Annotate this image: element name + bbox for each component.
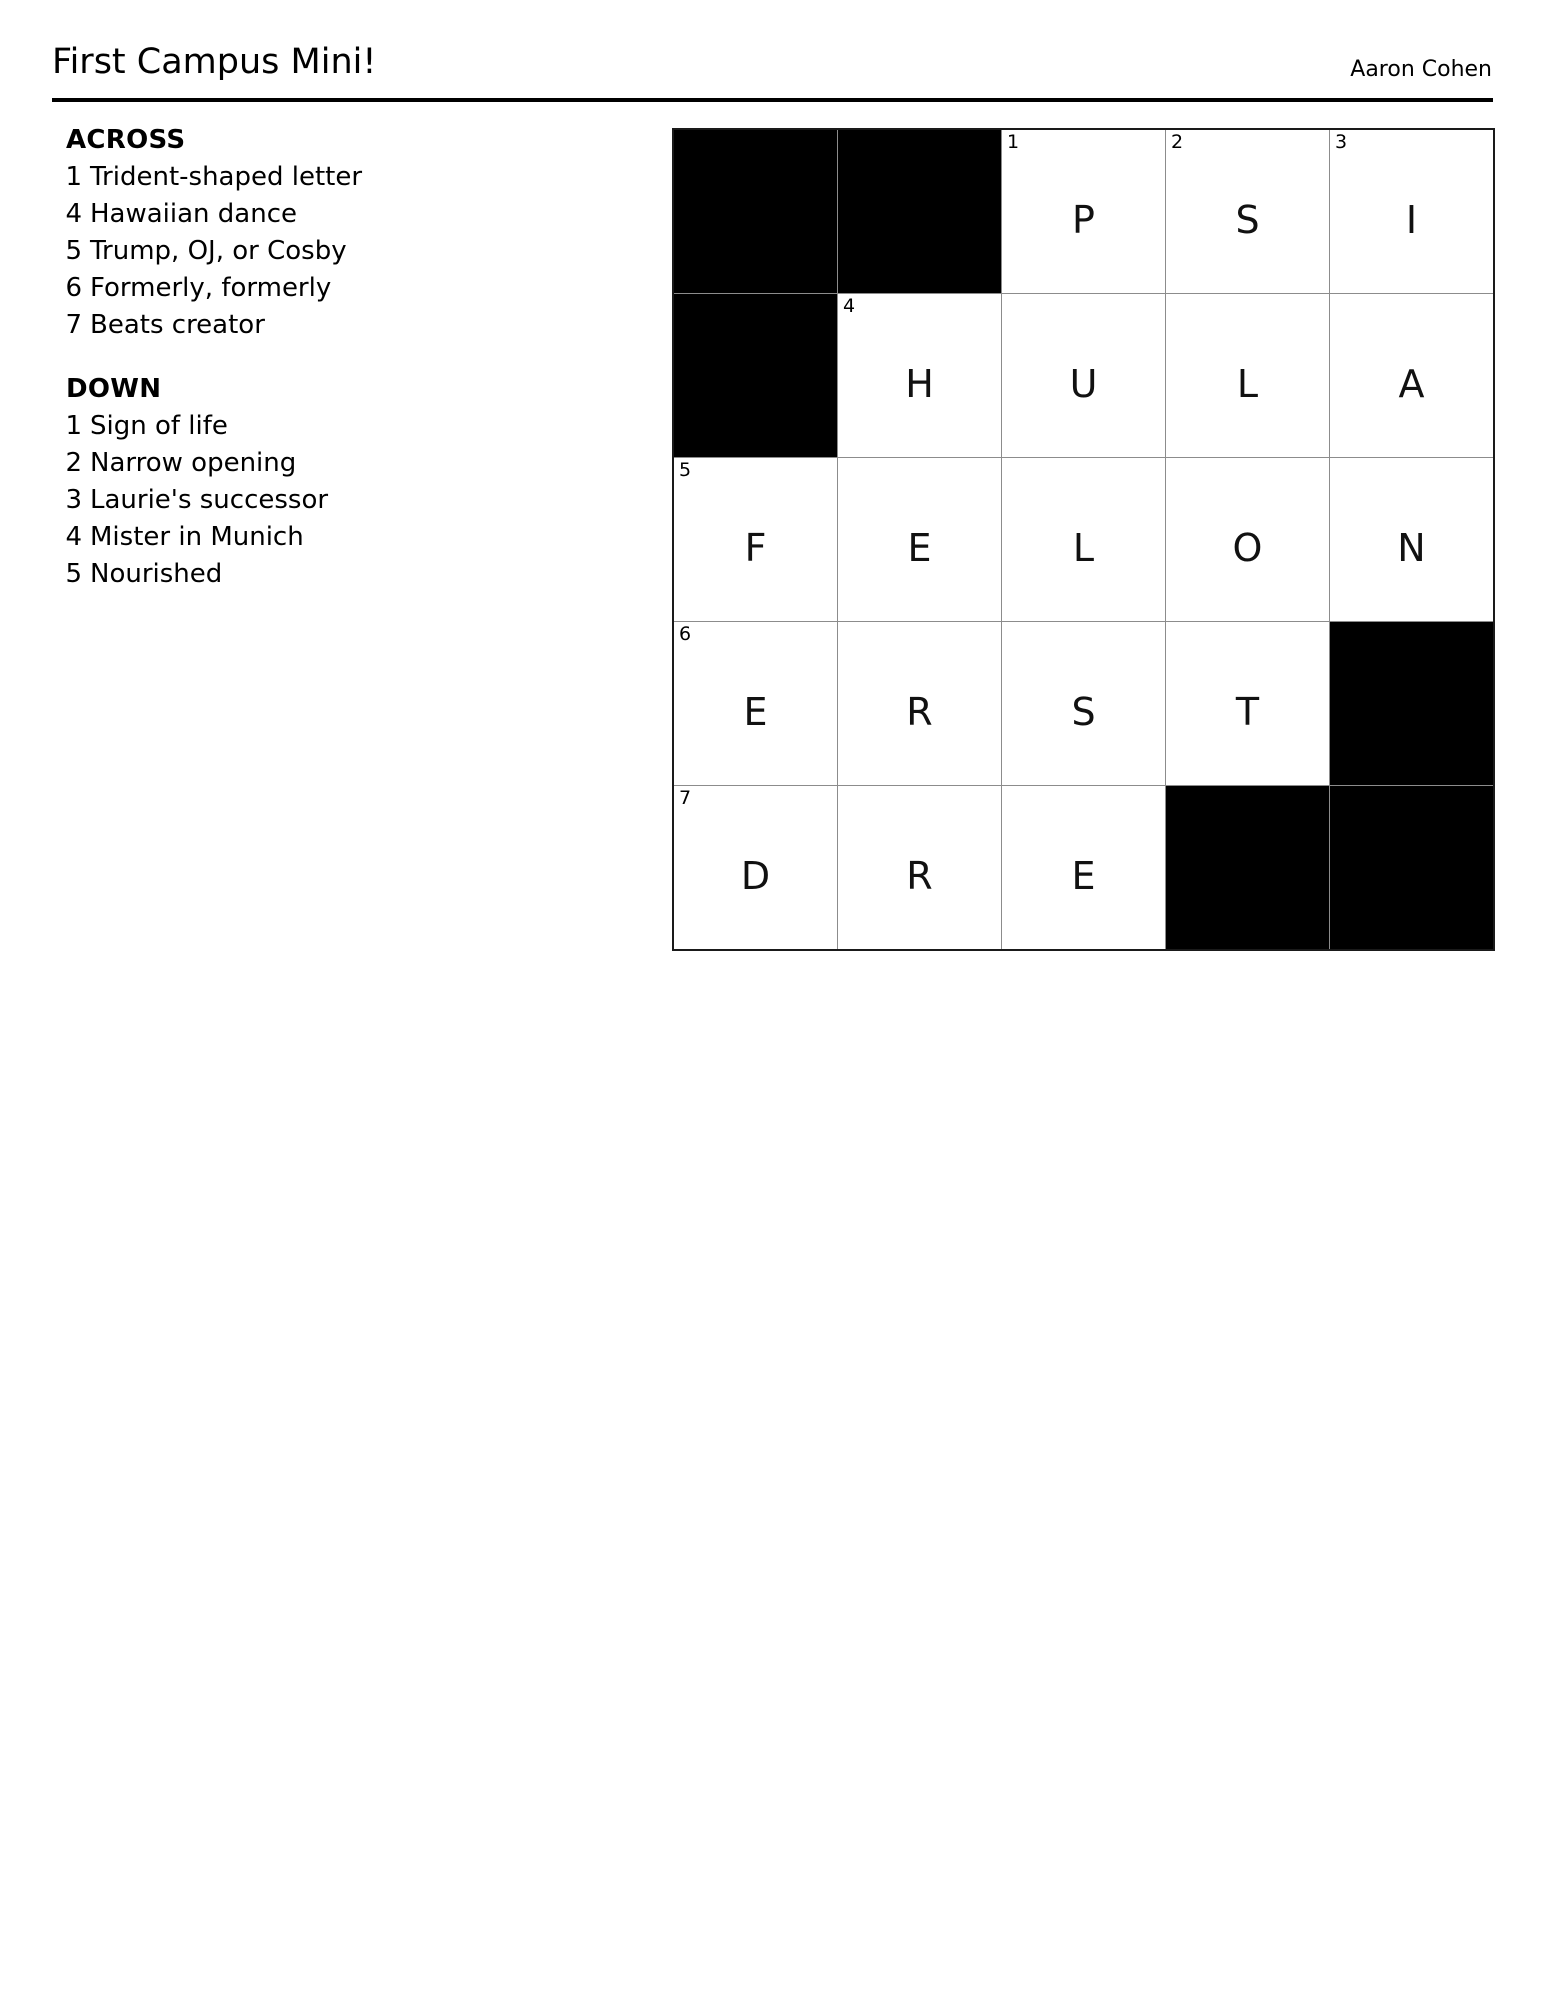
grid-cell[interactable] xyxy=(838,622,1001,785)
clue-text: Hawaiian dance xyxy=(90,199,298,229)
grid-cell[interactable] xyxy=(674,622,837,785)
clue-text: Mister in Munich xyxy=(90,522,304,552)
cell-letter: U xyxy=(1069,361,1098,406)
cell-number: 4 xyxy=(843,295,856,317)
clue-item[interactable] xyxy=(58,196,388,233)
grid-block-cell xyxy=(674,130,837,293)
cell-number: 5 xyxy=(679,459,692,481)
cell-letter: S xyxy=(1071,689,1096,734)
grid-cell[interactable] xyxy=(674,458,837,621)
clue-text: Laurie's successor xyxy=(90,485,329,515)
clue-text: Narrow opening xyxy=(90,448,297,478)
grid-cell[interactable] xyxy=(1330,130,1493,293)
clue-number: 5 xyxy=(65,236,82,266)
cell-letter: A xyxy=(1398,361,1425,406)
page-title: First Campus Mini! xyxy=(52,42,377,82)
cell-letter: H xyxy=(905,361,934,406)
cell-letter: I xyxy=(1405,197,1418,242)
clue-text: Trident-shaped letter xyxy=(90,162,363,192)
grid-cell[interactable] xyxy=(1330,294,1493,457)
crossword-grid xyxy=(672,128,1495,951)
clue-number: 7 xyxy=(65,310,82,340)
grid-cell[interactable] xyxy=(1002,294,1165,457)
clue-text: Nourished xyxy=(90,559,223,589)
author-byline: Aaron Cohen xyxy=(1350,57,1492,82)
cell-number: 6 xyxy=(679,623,692,645)
grid-block-cell xyxy=(1330,786,1493,949)
grid-cell[interactable] xyxy=(1166,294,1329,457)
clue-number: 6 xyxy=(65,273,82,303)
clue-panel xyxy=(58,122,388,593)
clue-item[interactable] xyxy=(58,556,388,593)
clue-item[interactable] xyxy=(58,482,388,519)
cell-letter: E xyxy=(1071,853,1096,898)
puzzle-header xyxy=(52,40,1492,102)
cell-number: 1 xyxy=(1007,131,1020,153)
grid-cell[interactable] xyxy=(1002,130,1165,293)
cell-letter: D xyxy=(740,853,771,898)
clue-number: 1 xyxy=(65,411,82,441)
clue-text: Formerly, formerly xyxy=(90,273,332,303)
cell-letter: O xyxy=(1232,525,1263,570)
cell-letter: S xyxy=(1235,197,1260,242)
clue-item[interactable] xyxy=(58,307,388,344)
grid-cell[interactable] xyxy=(838,458,1001,621)
clue-item[interactable] xyxy=(58,445,388,482)
clue-item[interactable] xyxy=(58,233,388,270)
cell-letter: R xyxy=(906,853,933,898)
header-divider xyxy=(52,98,1493,102)
across-heading: ACROSS xyxy=(66,125,186,155)
clue-number: 3 xyxy=(65,485,82,515)
cell-number: 3 xyxy=(1335,131,1348,153)
cell-letter: E xyxy=(743,689,768,734)
cell-letter: N xyxy=(1397,525,1426,570)
across-clue-list xyxy=(58,159,388,344)
cell-number: 2 xyxy=(1171,131,1184,153)
clue-number: 5 xyxy=(65,559,82,589)
grid-cell[interactable] xyxy=(1166,458,1329,621)
clue-item[interactable] xyxy=(58,270,388,307)
grid-cell[interactable] xyxy=(1002,622,1165,785)
cell-letter: E xyxy=(907,525,932,570)
grid-cell[interactable] xyxy=(674,786,837,949)
cell-number: 7 xyxy=(679,787,692,809)
cell-letter: L xyxy=(1236,361,1259,406)
cell-letter: R xyxy=(906,689,933,734)
cell-letter: F xyxy=(744,525,767,570)
grid-cell[interactable] xyxy=(1002,458,1165,621)
grid-cell[interactable] xyxy=(1166,130,1329,293)
clue-item[interactable] xyxy=(58,408,388,445)
clue-number: 4 xyxy=(65,199,82,229)
clue-item[interactable] xyxy=(58,519,388,556)
cell-letter: T xyxy=(1235,689,1260,734)
clue-number: 4 xyxy=(65,522,82,552)
grid-block-cell xyxy=(838,130,1001,293)
down-section xyxy=(58,371,388,593)
grid-block-cell xyxy=(674,294,837,457)
across-section xyxy=(58,122,388,344)
grid-block-cell xyxy=(1166,786,1329,949)
grid-cell[interactable] xyxy=(1002,786,1165,949)
grid-block-cell xyxy=(1330,622,1493,785)
crossword-grid-container xyxy=(672,128,1495,951)
down-heading: DOWN xyxy=(66,374,162,404)
grid-cell[interactable] xyxy=(838,294,1001,457)
cell-letter: L xyxy=(1072,525,1095,570)
clue-number: 1 xyxy=(65,162,82,192)
clue-item[interactable] xyxy=(58,159,388,196)
cell-letter: P xyxy=(1072,197,1095,242)
clue-text: Beats creator xyxy=(90,310,265,340)
clue-text: Sign of life xyxy=(90,411,228,441)
grid-cell[interactable] xyxy=(1330,458,1493,621)
grid-cell[interactable] xyxy=(1166,622,1329,785)
grid-cell[interactable] xyxy=(838,786,1001,949)
clue-number: 2 xyxy=(65,448,82,478)
clue-text: Trump, OJ, or Cosby xyxy=(90,236,347,266)
down-clue-list xyxy=(58,408,388,593)
